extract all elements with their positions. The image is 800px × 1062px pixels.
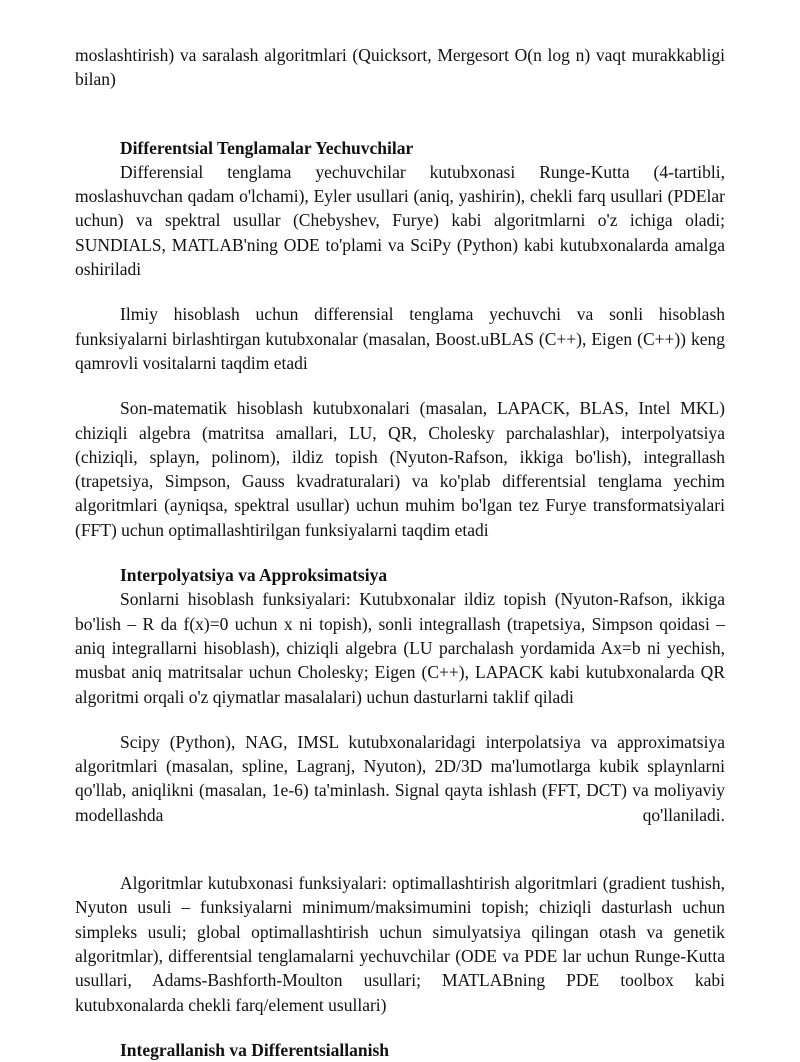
continuation-paragraph: moslashtirish) va saralash algoritmlari (Quicksort, Mergesort O(n log n) vaqt murakkabligi bilan) xyxy=(75,45,725,90)
section-heading-integration: Integrallanish va Differentsiallanish xyxy=(120,1039,390,1060)
paragraph-scientific-computing: Ilmiy hisoblash uchun differensial tenglama yechuvchi va sonli hisoblash funksiyalarni birlashtirgan kutubxonalar (masalan, Boost.uBLAS (C++), Eigen (C++)) keng qamrovli vositalarni taqdim etadi xyxy=(75,304,725,373)
paragraph-interpolation-algorithms: Scipy (Python), NAG, IMSL kutubxonalaridagi interpolatsiya va approximatsiya algoritmlari (masalan, spline, Lagranj, Nyuton), 2D/3D ma'lumotlarga kubik splaynlarni qo'llab, aniqlikni (masalan, 1e-6) ta'minlash. Signal qayta ishlash (FFT, DCT) va moliyaviy modellashda qo'llaniladi. xyxy=(75,731,725,825)
paragraph-numerical-functions: Sonlarni hisoblash funksiyalari: Kutubxonalar ildiz topish (Nyuton-Rafson, ikkiga bo'lish – R da f(x)=0 uchun x ni topish), sonli integrallash (trapetsiya, Simpson qoidasi – aniq integrallarni hisoblash), chiziqli algebra (LU parchalash yordamida Ax=b ni yechish, musbat aniq matritsalar uchun Cholesky; Eigen (C++), LAPACK kabi kutubxonalarda QR algoritmi orqali o'z qiymatlar masalalari) uchun dasturlarni taklif qiladi xyxy=(75,589,725,707)
paragraph-algorithm-library: Algoritmlar kutubxonasi funksiyalari: optimallashtirish algoritmlari (gradient tushish, Nyuton usuli – funksiyalarni minimum/maksimumini topish; chiziqli dasturlash uchun simpleks usuli; global optimallashtirish uchun simulyatsiya qilingan otash va genetik algoritmlar), differentsial tenglamalarni yechuvchilar (ODE va PDE lar uchun Runge-Kutta usullari, Adams-Bashforth-Moulton usullari; MATLABning PDE toolbox kabi kutubxonalarda chekli farq/element usullari) xyxy=(75,873,725,1015)
section-heading-interpolation: Interpolyatsiya va Approksimatsiya xyxy=(120,565,388,586)
paragraph-numerical-libraries: Son-matematik hisoblash kutubxonalari (masalan, LAPACK, BLAS, Intel MKL) chiziqli algebra (matritsa amallari, LU, QR, Cholesky parchalashlar), interpolyatsiya (chiziqli, splayn, polinom), ildiz topish (Nyuton-Rafson, ikkiga bo'lish), integrallash (trapetsiya, Simpson, Gauss kvadraturalari) va ko'plab differentsial tenglama yechim algoritmlari (ayniqsa, spektral usullar) uchun muhim bo'lgan tez Furye transformatsiyalari (FFT) uchun optimallashtirilgan funksiyalarni taqdim etadi xyxy=(75,398,725,540)
paragraph-differential-solvers: Differensial tenglama yechuvchilar kutubxonasi Runge-Kutta (4-tartibli, moslashuvchan qadam o'lchami), Eyler usullari (aniq, yashirin), chekli farq usullari (PDElar uchun) va spektral usullar (Chebyshev, Furye) kabi algoritmlarni o'z ichiga oladi; SUNDIALS, MATLAB'ning ODE to'plami va SciPy (Python) kabi kutubxonalarda amalga oshiriladi xyxy=(75,161,725,280)
section-heading-differential-solvers: Differentsial Tenglamalar Yechuvchilar xyxy=(120,137,414,158)
